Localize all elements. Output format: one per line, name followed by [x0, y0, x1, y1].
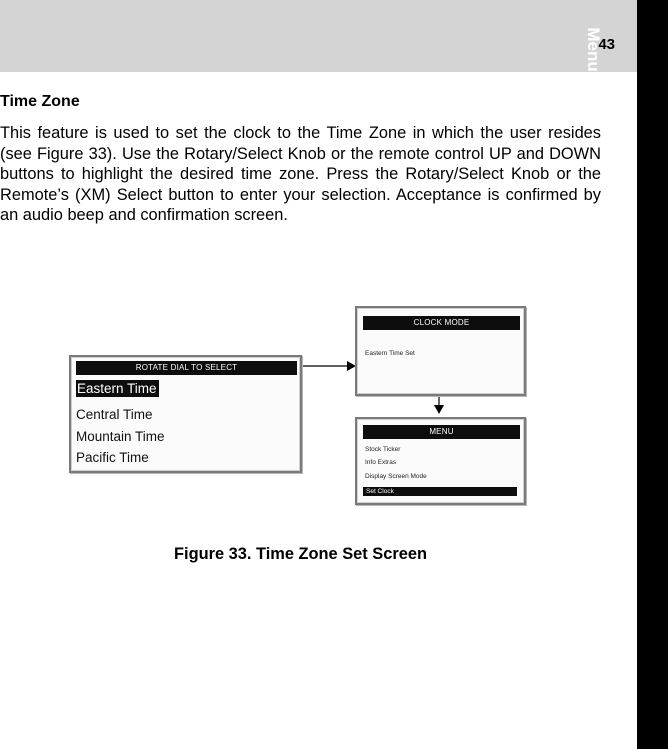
timezone-select-screen	[69, 355, 302, 473]
menu-item-display-screen-mode: Display Screen Mode	[365, 473, 427, 480]
timezone-option-pacific: Pacific Time	[76, 450, 149, 465]
section-heading: Time Zone	[0, 93, 80, 110]
timezone-option-eastern: Eastern Time	[77, 381, 157, 396]
menu-screen	[355, 417, 526, 505]
clock-mode-title: CLOCK MODE	[363, 316, 520, 330]
timezone-option-mountain: Mountain Time	[76, 429, 165, 444]
menu-item-stock-ticker: Stock Ticker	[365, 446, 401, 453]
figure-caption: Figure 33. Time Zone Set Screen	[174, 545, 427, 563]
clock-mode-screen	[355, 306, 526, 396]
timezone-option-selected	[76, 381, 159, 396]
arrow-down-head	[434, 405, 444, 414]
menu-screen-title: MENU	[363, 425, 520, 439]
page-number: 43	[598, 36, 615, 53]
section-body: This feature is used to set the clock to the Time Zone in which the user resides (see Figure 33). Use the Rotary/Select Knob or the remote control UP and DOWN buttons to highlight the desired time zone. Press the Rotary/Select Knob or the Remote’s (XM) Select button to enter your selection. Acceptance is confirmed by an audio beep and confirmation screen.	[0, 124, 601, 225]
clock-mode-message: Eastern Time Set	[365, 350, 415, 357]
timezone-screen-title: ROTATE DIAL TO SELECT	[76, 361, 297, 375]
timezone-option-central: Central Time	[76, 407, 153, 422]
menu-item-set-clock: Set Clock	[363, 487, 517, 496]
side-tab-text: Menu Options	[583, 27, 603, 141]
menu-item-info-extras: Info Extras	[365, 459, 397, 466]
